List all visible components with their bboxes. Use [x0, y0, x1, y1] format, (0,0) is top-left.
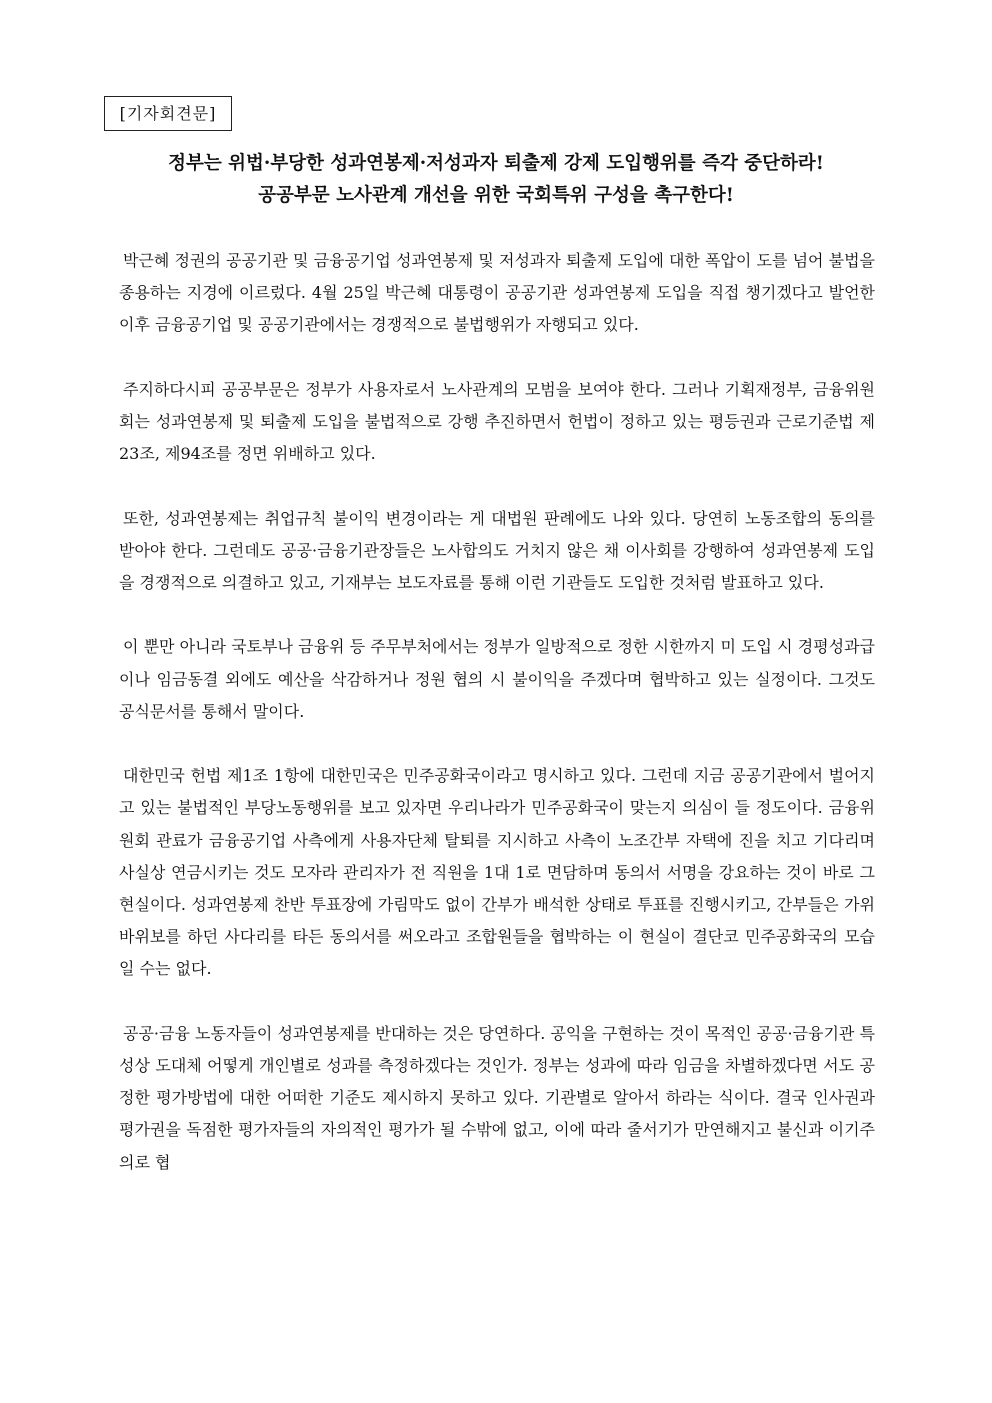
title-line-1: 정부는 위법·부당한 성과연봉제·저성과자 퇴출제 강제 도입행위를 즉각 중단하라!	[168, 153, 824, 174]
document-title	[100, 148, 892, 212]
paragraph-6: 공공·금융 노동자들이 성과연봉제를 반대하는 것은 당연하다. 공익을 구현하는 것이 목적인 공공·금융기관 특성상 도대체 어떻게 개인별로 성과를 측정하겠다는 것인가. 정부는 성과에 따라 임금을 차별하겠다면 서도 공정한 평가방법에 대한 어떠한 기준도 제시하지 못하고 있다. 기관별로 알아서 하라는 식이다. 결국 인사권과 평가권을 독점한 평가자들의 자의적인 평가가 될 수밖에 없고, 이에 따라 줄서기가 만연해지고 불신과 이기주의로 협	[119, 1023, 875, 1172]
title-line-2: 공공부문 노사관계 개선을 위한 국회특위 구성을 촉구한다!	[258, 185, 734, 206]
paragraph-2: 주지하다시피 공공부문은 정부가 사용자로서 노사관계의 모범을 보여야 한다. 그러나 기획재정부, 금융위원회는 성과연봉제 및 퇴출제 도입을 불법적으로 강행 추진하면서 헌법이 정하고 있는 평등권과 근로기준법 제23조, 제94조를 정면 위배하고 있다.	[119, 379, 875, 464]
paragraph-3: 또한, 성과연봉제는 취업규칙 불이익 변경이라는 게 대법원 판례에도 나와 있다. 당연히 노동조합의 동의를 받아야 한다. 그런데도 공공·금융기관장들은 노사합의도 거치지 않은 채 이사회를 강행하여 성과연봉제 도입을 경쟁적으로 의결하고 있고, 기재부는 보도자료를 통해 이런 기관들도 도입한 것처럼 발표하고 있다.	[119, 508, 875, 592]
document-body	[119, 245, 875, 1211]
paragraph-5: 대한민국 헌법 제1조 1항에 대한민국은 민주공화국이라고 명시하고 있다. 그런데 지금 공공기관에서 벌어지고 있는 불법적인 부당노동행위를 보고 있자면 우리나라가 민주공화국이 맞는지 의심이 들 정도이다. 금융위원회 관료가 금융공기업 사측에게 사용자단체 탈퇴를 지시하고 사측이 노조간부 자택에 진을 치고 기다리며 사실상 연금시키는 것도 모자라 관리자가 전 직원을 1대 1로 면담하며 동의서 서명을 강요하는 것이 바로 그 현실이다. 성과연봉제 찬반 투표장에 가림막도 없이 간부가 배석한 상태로 투표를 진행시키고, 간부들은 가위바위보를 하던 사다리를 타든 동의서를 써오라고 조합원들을 협박하는 이 현실이 결단코 민주공화국의 모습일 수는 없다.	[119, 766, 875, 979]
press-release-tag: [기자회견문]	[104, 96, 232, 131]
paragraph-1: 박근혜 정권의 공공기관 및 금융공기업 성과연봉제 및 저성과자 퇴출제 도입에 대한 폭압이 도를 넘어 불법을 종용하는 지경에 이르렀다. 4월 25일 박근혜 대통령이 공공기관 성과연봉제 도입을 직접 챙기겠다고 발언한 이후 금융공기업 및 공공기관에서는 경쟁적으로 불법행위가 자행되고 있다.	[119, 251, 875, 335]
paragraph-4: 이 뿐만 아니라 국토부나 금융위 등 주무부처에서는 정부가 일방적으로 정한 시한까지 미 도입 시 경평성과급이나 임금동결 외에도 예산을 삭감하거나 정원 협의 시 불이익을 주겠다며 협박하고 있는 실정이다. 그것도 공식문서를 통해서 말이다.	[119, 637, 875, 721]
